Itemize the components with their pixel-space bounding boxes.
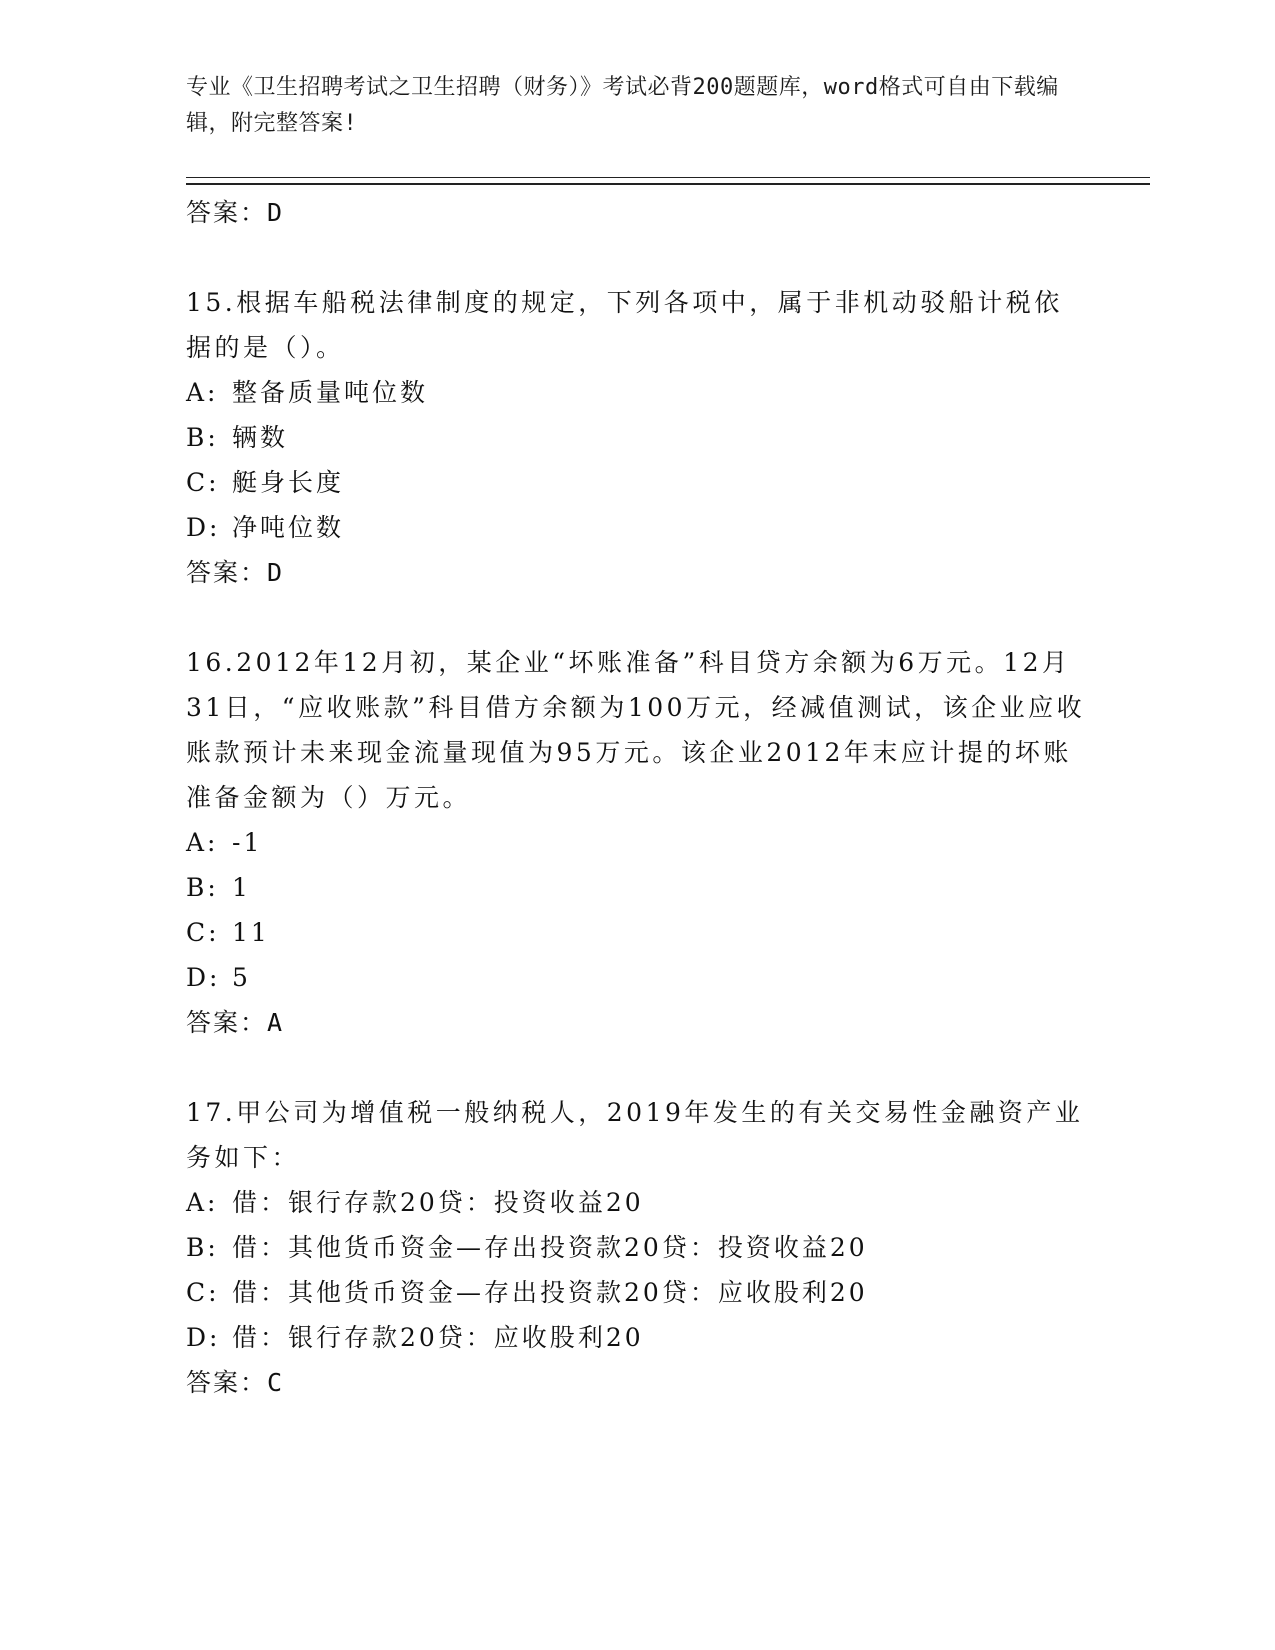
- option-d: [186, 1315, 1086, 1360]
- option-text: 艇身长度: [232, 468, 345, 497]
- question-16: [186, 640, 1086, 1046]
- previous-answer: 答案：D: [186, 198, 285, 227]
- option-key: B:: [186, 423, 219, 452]
- header-divider-thin: [186, 177, 1150, 178]
- option-text: -1: [232, 828, 263, 857]
- option-text: 5: [232, 963, 251, 992]
- option-text: 辆数: [232, 423, 289, 452]
- option-b: [186, 1225, 1086, 1270]
- option-key: C:: [186, 918, 220, 947]
- option-c: [186, 910, 1086, 955]
- option-a: [186, 370, 1086, 415]
- document-header: 专业《卫生招聘考试之卫生招聘（财务）》考试必背200题题库，word格式可自由下载编辑，附完整答案!: [186, 75, 1059, 136]
- option-key: C:: [186, 1278, 220, 1307]
- document-body: [186, 186, 1086, 1406]
- answer: 答案：C: [186, 1368, 285, 1397]
- option-d: [186, 955, 1086, 1000]
- question-17: [186, 1090, 1086, 1406]
- answer: 答案：D: [186, 558, 285, 587]
- option-key: A:: [186, 828, 219, 857]
- option-text: 借：其他货币资金—存出投资款20贷：投资收益20: [232, 1233, 868, 1262]
- option-key: D:: [186, 963, 221, 992]
- option-text: 净吨位数: [232, 513, 345, 542]
- option-key: B:: [186, 873, 219, 902]
- answer: 答案：A: [186, 1008, 285, 1037]
- option-a: [186, 820, 1086, 865]
- question-text: 15.根据车船税法律制度的规定，下列各项中，属于非机动驳船计税依据的是（）。: [186, 288, 1063, 362]
- option-b: [186, 415, 1086, 460]
- option-b: [186, 865, 1086, 910]
- option-text: 11: [232, 918, 270, 947]
- option-a: [186, 1180, 1086, 1225]
- option-text: 借：银行存款20贷：应收股利20: [232, 1323, 644, 1352]
- option-c: [186, 460, 1086, 505]
- option-key: A:: [186, 1188, 219, 1217]
- option-key: D:: [186, 1323, 221, 1352]
- option-key: B:: [186, 1233, 219, 1262]
- question-text: 16.2012年12月初，某企业“坏账准备”科目贷方余额为6万元。12月31日，“应收账款”科目借方余额为100万元，经减值测试，该企业应收账款预计未来现金流量现值为95万元。该企业2012年末应计提的坏账准备金额为（）万元。: [186, 648, 1086, 812]
- header-divider-thick: [186, 183, 1150, 185]
- option-text: 1: [232, 873, 251, 902]
- option-text: 借：其他货币资金—存出投资款20贷：应收股利20: [232, 1278, 868, 1307]
- option-c: [186, 1270, 1086, 1315]
- question-text: 17.甲公司为增值税一般纳税人，2019年发生的有关交易性金融资产业务如下：: [186, 1098, 1084, 1172]
- question-15: [186, 280, 1086, 596]
- option-key: A:: [186, 378, 219, 407]
- option-text: 借：银行存款20贷：投资收益20: [232, 1188, 644, 1217]
- option-key: D:: [186, 513, 221, 542]
- option-d: [186, 505, 1086, 550]
- option-key: C:: [186, 468, 220, 497]
- option-text: 整备质量吨位数: [232, 378, 429, 407]
